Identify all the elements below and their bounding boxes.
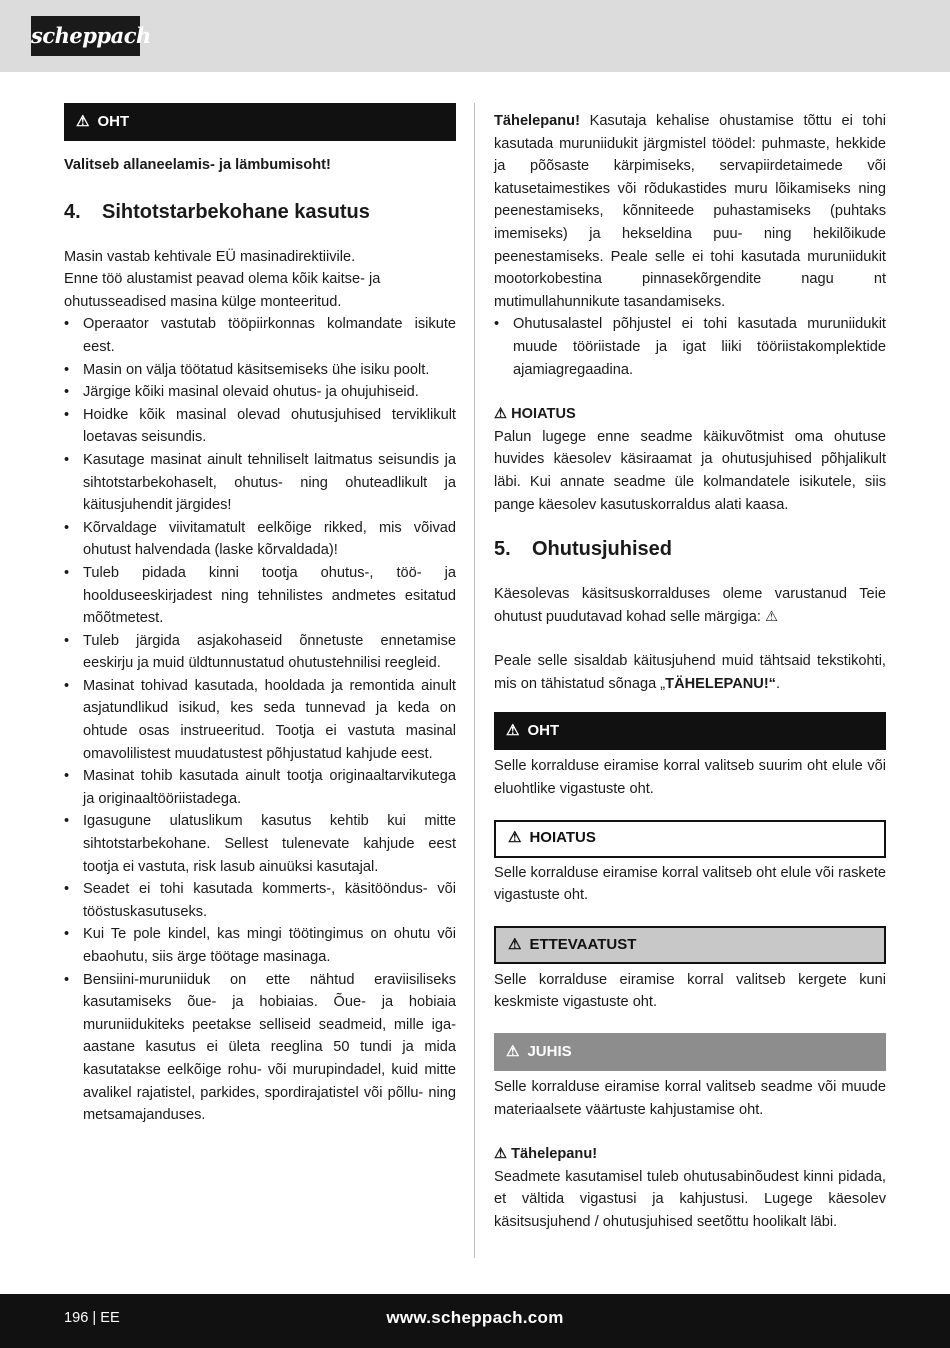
header-bar (0, 0, 950, 72)
list-item: • Operaator vastutab tööpiirkonnas kolmandate isikute eest. (64, 313, 456, 358)
intro-paragraph-1: Masin vastab kehtivale EÜ masinadirektiivile. (64, 248, 356, 265)
warning-text: Palun lugege enne seadme käikuvõtmist oma ohutuse huvides käesolev käsiraamat ja ohutusjuhised põhjalikult läbi. Kui annate seadme üle kolmandatele isikutele, siis pange käesolev kasutuskorraldus alati kaasa. (494, 428, 886, 513)
note-text-pre: Peale selle sisaldab käitusjuhend muid tähtsaid tekstikohti, mis on tähistatud sõnaga „ (494, 653, 886, 692)
attention-bullet-list (494, 313, 886, 381)
danger-box (494, 712, 886, 750)
section-title: Ohutusjuhised (532, 538, 672, 561)
list-item: • Masin on välja töötatud käsitsemiseks ühe isiku poolt. (64, 359, 456, 382)
warning-triangle-icon: ⚠ (76, 112, 90, 130)
website-link[interactable]: www.scheppach.com (386, 1308, 564, 1327)
warning-triangle-icon: ⚠ (508, 829, 522, 847)
danger-text: Selle korralduse eiramise korral valitseb suurim oht elule või eluohtlike vigastuste oht. (494, 758, 886, 798)
warning-text: Selle korralduse eiramise korral valitseb oht elule või raskete vigastuste oht. (494, 864, 886, 904)
usage-bullet-list (64, 313, 456, 1126)
warning-heading (494, 403, 886, 426)
list-item: • Bensiini-muruniiduk on ette nähtud eraviisiliseks kasutamiseks õue- ja hobiaias. Õue- ja hobiaia muruniidukiteks peetakse selliseid seadmeid, mille iga-aastane kasutus ei ületa reeglina 50 tundi ja mida kasutatakse eelkõige rohu- või murupindadel, kuid mitte avalikel rajatistel, parkides, spordirajatistel või põllu- ning metsamajanduses. (64, 969, 456, 1127)
scheppach-logo: scheppach (31, 16, 140, 56)
right-column (494, 110, 886, 1234)
list-item: • Järgige kõiki masinal olevaid ohutus- ja ohujuhiseid. (64, 381, 456, 404)
danger-text: Valitseb allaneelamis- ja lämbumisoht! (64, 157, 331, 173)
list-item: • Kõrvaldage viivitamatult eelkõige rikked, mis võivad ohutust halvendada (laske kõrvaldada)! (64, 517, 456, 562)
note-text-post: . (775, 675, 781, 692)
note-paragraph (494, 650, 886, 695)
section-title: Sihtotstarbekohane kasutus (102, 200, 370, 223)
column-divider (474, 103, 475, 1258)
attention-text: Seadmete kasutamisel tuleb ohutusabinõudest kinni pidada, et vältida vigastusi ja kahjustusi. Lugege käesolev käsitsusjuhend / ohutusjuhised seetõttu hoolikalt läbi. (494, 1168, 886, 1230)
note-label: JUHIS (527, 1042, 572, 1060)
list-item: • Hoidke kõik masinal olevad ohutusjuhised terviklikult loetavas seisundis. (64, 404, 456, 449)
list-item: • Kasutage masinat ainult tehniliselt laitmatus seisundis ja sihtotstarbekohaselt, ohutus- ning ohuteadlikult ja käitusjuhendit järgides! (64, 449, 456, 517)
note-box (494, 1033, 886, 1071)
attention-text: Kasutaja kehalise ohustamise tõttu ei tohi kasutada muruniidukit järgmistel töödel: puhmaste, hekkide ja põõsaste kärpimiseks, servapiirdetaimede või katusetaimestikes või rõdukastides muru lõikamiseks ning peenestamiseks, kõnniteede puhastamiseks (puhtaks imemiseks) ja hekseldina puu- ning hekilõikude peenestamiseks. Peale selle ei tohi kasutada muruniidukit mootorkobestina pinnasekõrgendite nagu nt mutimullahunnikute tasandamiseks. (494, 113, 886, 310)
attention-label: Tähelepanu! (511, 1146, 598, 1163)
list-item: • Seadet ei tohi kasutada kommerts-, käsitööndus- või tööstuskasutuseks. (64, 878, 456, 923)
intro-paragraph-2: Enne töö alustamist peavad olema kõik kaitse- ja ohutusseadised masina külge monteeritud. (64, 271, 381, 310)
attention-lead: Tähelepanu! (494, 113, 580, 129)
danger-box (64, 103, 456, 141)
list-item: • Masinat tohivad kasutada, hooldada ja remontida ainult asjatundlikud isikud, kes seda tunnevad ja keda on ohtude osas instrueeritud. Tootja ei vastuta masinal omavolilistest muudatustest põhjustatud kahjude eest. (64, 675, 456, 765)
list-item: • Tuleb järgida asjakohaseid õnnetuste ennetamise eeskirju ja muid üldtunnustatud ohutustehnilisi reegleid. (64, 630, 456, 675)
warning-triangle-icon: ⚠ (508, 935, 522, 953)
attention-heading (494, 1143, 886, 1166)
section-4-heading (64, 199, 456, 225)
section-5-heading (494, 536, 886, 562)
page-number: 196 | EE (64, 1310, 120, 1326)
symbol-paragraph: Käesolevas käsitsuskorralduses oleme varustanud Teie ohutust puudutavad kohad selle märgiga: ⚠ (494, 586, 886, 625)
section-number: 5. (494, 538, 511, 561)
caution-label: ETTEVAATUST (529, 935, 637, 953)
list-item: • Ohutusalastel põhjustel ei tohi kasutada muruniidukit muude tööriistade ja igat liiki tööriistakomplektide ajamiagregaadina. (494, 313, 886, 381)
warning-triangle-icon: ⚠ (506, 722, 520, 740)
warning-triangle-icon: ⚠ (494, 1146, 512, 1163)
danger-label: OHT (527, 722, 560, 740)
note-text: Selle korralduse eiramise korral valitseb seadme või muude materiaalsete väärtuste kahjustamise oht. (494, 1079, 886, 1118)
list-item: • Kui Te pole kindel, kas mingi töötingimus on ohutu või ebaohutu, siis ärge töötage masinaga. (64, 923, 456, 968)
attention-paragraph (494, 110, 886, 313)
note-keyword: TÄHELEPANU!“ (665, 675, 776, 692)
warning-box (494, 820, 886, 858)
list-item: • Masinat tohib kasutada ainult tootja originaaltarvikutega ja originaaltööriistadega. (64, 765, 456, 810)
left-column (64, 103, 456, 1127)
list-item: • Tuleb pidada kinni tootja ohutus-, töö- ja hoolduseeskirjadest ning tehnilistes andmetes esitatud mõõtmetest. (64, 562, 456, 630)
footer-bar (0, 1294, 950, 1348)
warning-triangle-icon: ⚠ (506, 1042, 520, 1060)
section-number: 4. (64, 200, 81, 223)
caution-box (494, 926, 886, 964)
danger-label: OHT (97, 112, 130, 130)
caution-text: Selle korralduse eiramise korral valitseb kergete kuni keskmiste vigastuste oht. (494, 971, 886, 1011)
warning-label: HOIATUS (511, 406, 576, 423)
list-item: • Igasugune ulatuslikum kasutus kehtib kui mitte sihtotstarbekohane. Sellest tulenevate kahjude eest tootja ei vastuta, risk lasub ainuüksi kasutajal. (64, 810, 456, 878)
warning-triangle-icon: ⚠ (494, 406, 512, 423)
warning-label: HOIATUS (529, 829, 596, 847)
